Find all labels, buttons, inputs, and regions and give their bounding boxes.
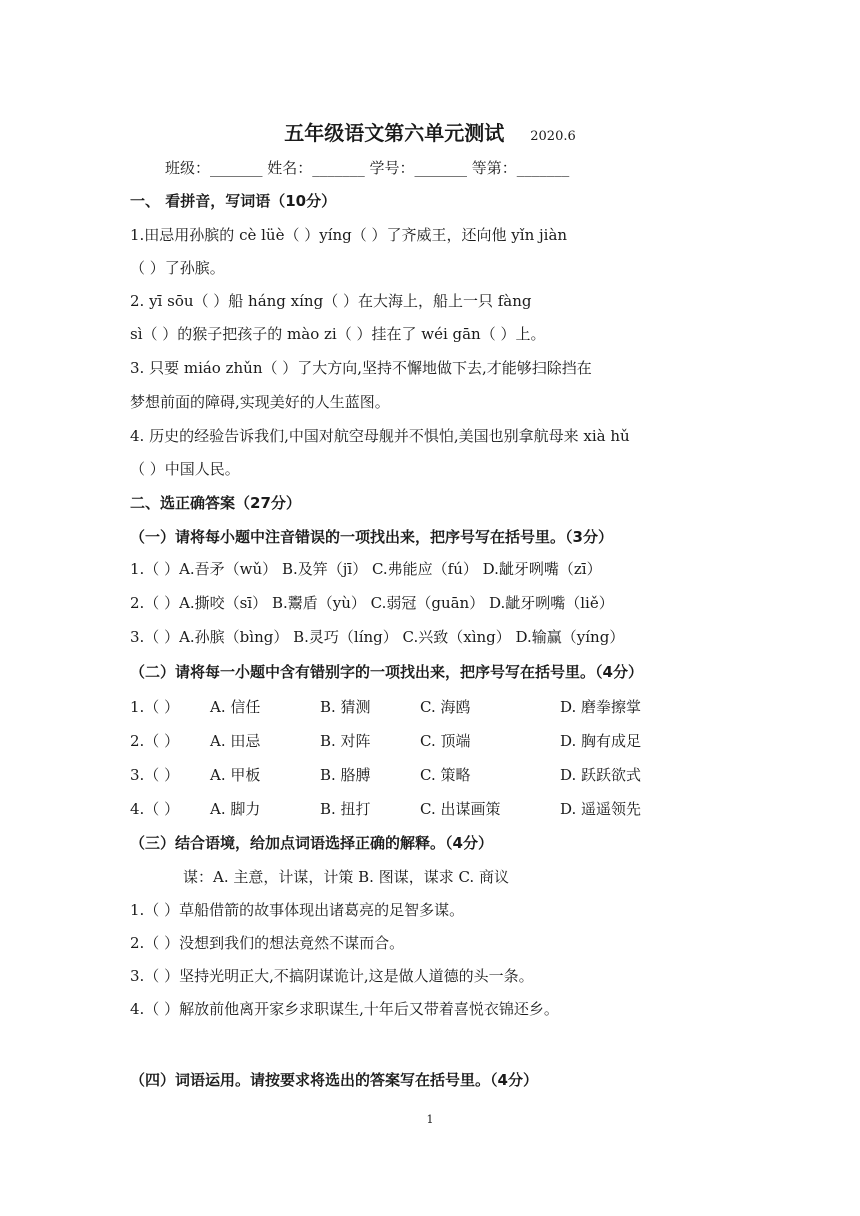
question-number: 2.（ ）	[130, 732, 180, 750]
option-b: B. 扭打	[320, 800, 371, 818]
option-a: A. 脚力	[210, 800, 261, 818]
context-question-line: 4.（ ）解放前他离开家乡求职谋生,十年后又带着喜悦衣锦还乡。	[130, 1000, 559, 1018]
question-number: 1.（ ）	[130, 698, 180, 716]
choice-row	[130, 764, 641, 786]
question-line: 4. 历史的经验告诉我们,中国对航空母舰并不惧怕,美国也别拿航母来 xià hǔ	[130, 427, 630, 445]
option-b: B. 猜测	[320, 698, 371, 716]
question-line: （ ）了孙膑。	[130, 259, 225, 277]
question-number: 3.（ ）	[130, 766, 180, 784]
question-line: 2. yī sōu（ ）船 háng xíng（ ）在大海上，船上一只 fàng	[130, 292, 532, 310]
question-line: 1.田忌用孙膑的 cè lüè（ ）yíng（ ）了齐威王，还向他 yǐn jiàn	[130, 226, 568, 244]
part-1-heading: （一）请将每小题中注音错误的一项找出来，把序号写在括号里。（3分）	[130, 528, 613, 546]
option-b: B. 对阵	[320, 732, 371, 750]
option-a: A. 信任	[210, 698, 261, 716]
option-c: C. 出谋画策	[420, 800, 501, 818]
definition-options: 谋：A. 主意，计谋，计策 B. 图谋，谋求 C. 商议	[183, 868, 509, 886]
choice-question-line: 2.（ ）A.撕咬（sī） B.鬻盾（yù） C.弱冠（guān） D.龇牙咧嘴（liě）	[130, 594, 614, 612]
page-number: 1	[426, 1113, 434, 1126]
section-1-heading: 一、 看拼音，写词语（10分）	[130, 192, 337, 210]
option-d: D. 遥遥领先	[560, 800, 642, 818]
question-line: （ ）中国人民。	[130, 460, 240, 478]
choice-row	[130, 798, 641, 820]
choice-row	[130, 696, 641, 718]
question-line: 梦想前面的障碍,实现美好的人生蓝图。	[130, 393, 390, 411]
exam-date: 2020.6	[530, 129, 576, 144]
option-d: D. 胸有成足	[560, 732, 642, 750]
choice-question-line: 3.（ ）A.孙膑（bìng） B.灵巧（líng） C.兴致（xìng） D.输赢（yíng）	[130, 628, 625, 646]
option-a: A. 田忌	[210, 732, 261, 750]
option-d: D. 磨拳擦掌	[560, 698, 642, 716]
context-question-line: 1.（ ）草船借箭的故事体现出诸葛亮的足智多谋。	[130, 901, 465, 919]
option-c: C. 海鸥	[420, 698, 471, 716]
question-line: 3. 只要 miáo zhǔn（ ）了大方向,坚持不懈地做下去,才能够扫除挡在	[130, 359, 592, 377]
section-2-heading: 二、选正确答案（27分）	[130, 494, 301, 512]
option-d: D. 跃跃欲式	[560, 766, 642, 784]
page-title: 五年级语文第六单元测试	[284, 121, 505, 145]
question-line: sì（ ）的猴子把孩子的 mào zi（ ）挂在了 wéi gān（ ）上。	[130, 325, 546, 343]
choice-row	[130, 730, 641, 752]
option-c: C. 顶端	[420, 732, 471, 750]
part-2-heading: （二）请将每一小题中含有错别字的一项找出来，把序号写在括号里。（4分）	[130, 663, 643, 681]
choice-question-line: 1.（ ）A.吾矛（wǔ） B.及笄（jī） C.弗能应（fú） D.龇牙咧嘴（zī）	[130, 560, 602, 578]
exam-title-row	[0, 117, 860, 146]
context-question-line: 3.（ ）坚持光明正大,不搞阴谋诡计,这是做人道德的头一条。	[130, 967, 534, 985]
student-info-line: 班级：_______ 姓名：_______ 学号：_______ 等第：_______	[165, 159, 570, 177]
option-a: A. 甲板	[210, 766, 261, 784]
context-question-line: 2.（ ）没想到我们的想法竟然不谋而合。	[130, 934, 405, 952]
option-b: B. 胳膊	[320, 766, 371, 784]
part-4-heading: （四）词语运用。请按要求将选出的答案写在括号里。（4分）	[130, 1071, 538, 1089]
option-c: C. 策略	[420, 766, 471, 784]
question-number: 4.（ ）	[130, 800, 180, 818]
part-3-heading: （三）结合语境，给加点词语选择正确的解释。（4分）	[130, 834, 493, 852]
